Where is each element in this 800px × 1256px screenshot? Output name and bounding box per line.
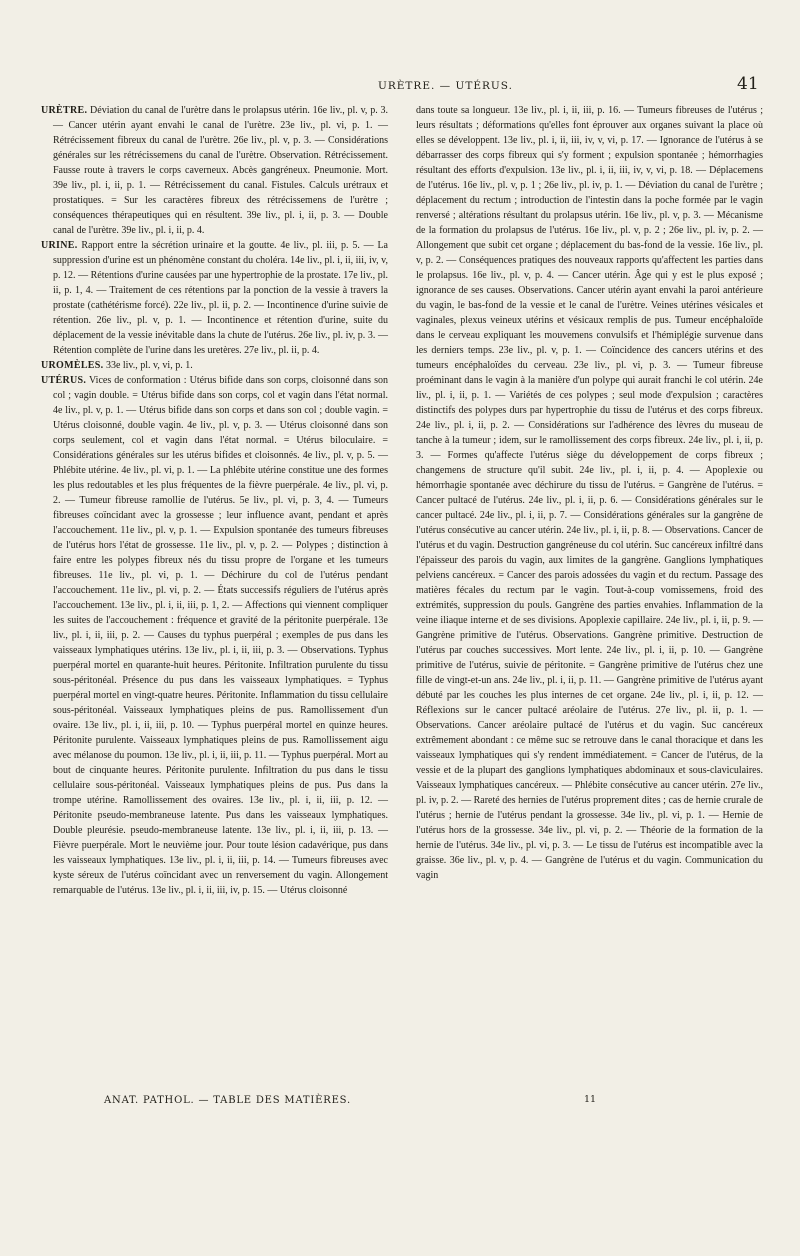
entry-text: Rapport entre la sécrétion urinaire et la goutte. 4e liv., pl. iii, p. 5. — La suppression d'urine est un phénomène constant du choléra. 14e liv., pl. i, ii, iii, iv, v, p. 12. — Rétentions d'urine causées par une hypertrophie de la prostate. 17e liv., pl. ii, p. 1, 4. — Traitement de ces rétentions par la ponction de la vessie à travers la prostate (cathétérisme forcé). 22e liv., pl. ii, p. 2. — Incontinence d'urine suivie de rétention. 26e liv., pl. v, p. 1. — Incontinence et rétention d'urine, suite du déplacement de la vessie inévitable dans la chute de l'utérus. 26e liv., pl. iv, p. 3. — Rétention complète de l'urine dans les uretères. 27e liv., pl. ii, p. 4. (53, 240, 388, 356)
entry-text: dans toute sa longueur. 13e liv., pl. i, ii, iii, p. 16. — Tumeurs fibreuses de l'utérus ; leurs résultats ; déformations qu'elles font éprouver aux organes suivant la place où elles se développent. 13e liv., pl. i, ii, iii, iv, v, vi, p. 17. — Ignorance de l'utérus à se débarrasser des corps fibreux qui s'y forment ; expulsion spontanée ; hémorrhagies résultant des efforts d'expulsion. 13e liv., pl. i, ii, iii, iv, v, vi, p. 18. — Déplacemens de l'utérus. 16e liv., pl. v, p. 1 ; 26e liv., pl. iv, p. 1. — Déviation du canal de l'urètre ; déplacement du rectum ; introduction de l'intestin dans la poche formée par le vagin renversé ; altérations résultant du prolapsus utérin. 16e liv., pl. v, p. 3. — Mécanisme de la formation du prolapsus de l'utérus. 16e liv., pl. v, p. 2 ; 26e liv., pl. iv, p. 2. — Allongement que subit cet organe ; déplacement du bas-fond de la vessie. 16e liv., pl. v, p. 2. — Conséquences pratiques des nouveaux rapports qu'affectent les parties dans le prolapsus. 16e liv., pl. v, p. 4. — Cancer utérin. Âge qui y est le plus exposé ; ignorance de ses causes. Observations. Cancer utérin ayant envahi la paroi antérieure du vagin, le bas-fond de la vessie et le canal de l'urètre. Veines utérines vésicales et vaginales, plexus veineux utérins et vésicaux remplis de pus. Tumeur encéphaloïde dans le cerveau expliquant les mouvemens convulsifs et l'hémiplégie survenue dans les derniers temps. 23e liv., pl. v, p. 1. — Coïncidence des cancers utérins et des tumeurs encéphaloïdes du cerveau. 23e liv., pl. vi, p. 3. — Tumeur fibreuse proéminant dans le vagin à la manière d'un polype qui aurait franchi le col utérin. 24e liv., pl. i, ii, p. 1. — Variétés de ces polypes ; seul mode d'expulsion ; caractères distinctifs des polypes durs par hypertrophie du tissu de l'utérus et des corps fibreux. 24e liv., pl. i, ii, p. 2. — Considérations sur l'adhérence des lèvres du museau de tanche à la tumeur ; idem, sur le ramollissement des corps fibreux. 24e liv., pl. i, ii, p. 3. — Formes qu'affecte l'utérus siège du développement de corps fibreux ; changemens de structure qu'il subit. 24e liv., pl. i, ii, p. 4. — Apoplexie ou hémorrhagie spontanée avec déchirure du tissu de l'utérus. = Gangrène de l'utérus. = Cancer pultacé de l'utérus. 24e liv., pl. i, ii, p. 6. — Considérations générales sur le cancer pultacé. 24e liv., pl. i, ii, p. 7. — Considérations générales sur la gangrène de l'utérus consécutive au cancer utérin. 24e liv., pl. i, ii, p. 8. — Observations. Cancer de l'utérus et du vagin. Destruction gangréneuse du col utérin. Suc cancéreux infiltré dans l'épaisseur des parois du vagin, aux limites de la gangrène. Ganglions lymphatiques pelviens cancéreux. = Cancer des parois adossées du vagin et du rectum. Passage des matières fécales du rectum par le vagin. Tout-à-coup vomissemens, froid des extrémités, suppression du pouls. Gangrène des parties envahies. Inflammation de la veine iliaque interne et de ses divisions. Apoplexie capillaire. 24e liv., pl. i, ii, p. 9. — Gangrène primitive de l'utérus. Observations. Gangrène primitive. Destruction de l'utérus par couches successives. Mort lente. 24e liv., pl. i, ii, p. 10. — Gangrène primitive de l'utérus, suivie de péritonite. = Gangrène primitive de l'utérus chez une fille de vingt-et-un ans. 24e liv., pl. i, ii, p. 11. — Gangrène primitive de l'utérus ayant débuté par les couches les plus internes de cet organe. 24e liv., pl. i, ii, p. 12. — Réflexions sur le cancer pultacé aréolaire de l'utérus. 27e liv., pl. ii, p. 1. — Observations. Cancer aréolaire pultacé de l'utérus et du vagin. Suc cancéreux extrêmement abondant : ce même suc se retrouve dans le canal thoracique et dans les vaisseaux lymphatiques qui s'y rendent immédiatement. = Cancer de l'utérus, de la vessie et de la plupart des ganglions lymphatiques abdominaux et sous-claviculaires. Vaisseaux lymphatiques cancéreux. — Phlébite consécutive au cancer utérin. 27e liv., pl. iv, p. 2. — Rareté des hernies de l'utérus proprement dites ; cas de hernie crurale de l'utérus ; hernie de l'utérus pendant la grossesse. 34e liv., pl. vi, p. 1. — Hernie de l'utérus hors de la grossesse. 34e liv., pl. vi, p. 2. — Théorie de la formation de la hernie de l'utérus. 34e liv., pl. vi, p. 3. — Le tissu de l'utérus est incompatible avec la graisse. 36e liv., pl. v, p. 4. — Gangrène de l'utérus et du vagin. Communication du vagin (416, 105, 763, 881)
entry-paragraph (41, 358, 388, 373)
right-column (416, 103, 763, 883)
entry-paragraph (41, 103, 388, 238)
running-head (0, 74, 800, 98)
entry-heading: UTÉRUS. (41, 375, 87, 386)
entry-text: Déviation du canal de l'urètre dans le prolapsus utérin. 16e liv., pl. v, p. 3. — Cancer utérin ayant envahi le canal de l'urètre. 23e liv., pl. vi, p. 1. — Rétrécissement fibreux du canal de l'urètre. 26e liv., pl. v, p. 3. — Considérations générales sur les rétrécissemens du canal de l'urètre. Observation. Rétrécissement. Fausse route à travers le corps caverneux. Abcès gangréneux. Pneumonie. Mort. 39e liv., pl. i, ii, p. 1. — Rétrécissement du canal. Fistules. Calculs urétraux et prostatiques. = Sur les caractères fibreux des rétrécissemens de l'urètre ; conséquences thérapeutiques qui en résultent. 39e liv., pl. i, ii, p. 3. — Double canal de l'urètre. 39e liv., pl. i, ii, p. 4. (53, 105, 388, 236)
page-number: 41 (737, 74, 759, 94)
entry-text: Vices de conformation : Utérus bifide dans son corps, cloisonné dans son col ; vagin double. = Utérus bifide dans son corps, col et vagin dans l'état normal. 4e liv., pl. v, p. 1. — Utérus bifide dans son corps et dans son col ; double vagin. = Utérus cloisonné, double vagin. 4e liv., pl. v, p. 3. — Utérus cloisonné dans son corps seulement, col et vagin dans l'état normal. = Utérus biloculaire. = Considérations générales sur les utérus bifides et cloisonnés. 4e liv., pl. v, p. 5. — Phlébite utérine. 4e liv., pl. vi, p. 1. — La phlébite utérine constitue une des formes les plus redoutables et les plus fréquentes de la fièvre puerpérale. 4e liv., pl. vi, p. 2. — Tumeur fibreuse ramollie de l'utérus. 5e liv., pl. vi, p. 3, 4. — Tumeurs fibreuses coïncidant avec la grossesse ; leur influence avant, pendant et après l'accouchement. 11e liv., pl. v, p. 1. — Expulsion spontanée des tumeurs fibreuses de l'utérus hors l'état de grossesse. 11e liv., pl. v, p. 2. — Polypes ; distinction à faire entre les polypes fibreux nés du tissu propre de l'organe et les tumeurs fibreuses. 11e liv., pl. vi, p. 1. — Déchirure du col de l'utérus pendant l'accouchement. 11e liv., pl. vi, p. 2. — États successifs réguliers de l'utérus après l'accouchement. 13e liv., pl. i, ii, iii, p. 1, 2. — Affections qui viennent compliquer les suites de l'accouchement : fréquence et gravité de la péritonite puerpérale. 13e liv., pl. i, ii, iii, p. 2. — Causes du typhus puerpéral ; exemples de pus dans les vaisseaux lymphatiques utérins. 13e liv., pl. i, ii, iii, p. 3. — Observations. Typhus puerpéral mortel en quarante-huit heures. Péritonite. Infiltration purulente du tissu sous-péritonéal. Présence du pus dans les vaisseaux lymphatiques. = Typhus puerpéral mortel en vingt-quatre heures. Péritonite. Inflammation du tissu cellulaire sous-péritonéal. Vaisseaux lymphatiques pleins de pus. Ramollissement d'un ovaire. 13e liv., pl. i, ii, iii, p. 10. — Typhus puerpéral mortel en quinze heures. Péritonite purulente. Vaisseaux lymphatiques pleins de pus. Ramollissement aigu avec mélanose du poumon. 13e liv., pl. i, ii, iii, p. 11. — Typhus puerpéral. Mort au bout de cinquante heures. Péritonite purulente. Infiltration du pus dans le tissu cellulaire sous-péritonéal. Vaisseaux lymphatiques pleins de pus. Pus dans la trompe utérine. Ramollissement des ovaires. 13e liv., pl. i, ii, iii, p. 12. — Péritonite pseudo-membraneuse latente. Pus dans les vaisseaux lymphatiques. Double pleurésie. pseudo-membraneuse latente. 13e liv., pl. i, ii, iii, p. 13. — Fièvre puerpérale. Mort le neuvième jour. Pour toute lésion cadavérique, pus dans les vaisseaux lymphatiques. 13e liv., pl. i, ii, iii, p. 14. — Tumeurs fibreuses avec kyste séreux de l'utérus coïncidant avec un renversement du vagin. Allongement remarquable de l'utérus. 13e liv., pl. i, ii, iii, iv, p. 15. — Utérus cloisonné (53, 375, 388, 896)
entry-paragraph (41, 373, 388, 898)
footer-title: ANAT. PATHOL. — TABLE DES MATIÈRES. (104, 1095, 351, 1106)
running-head-title: URÈTRE. — UTÉRUS. (378, 80, 513, 92)
entry-heading: UROMÈLES. (41, 360, 104, 371)
entry-paragraph (41, 238, 388, 358)
entry-heading: URINE. (41, 240, 78, 251)
entry-text: 33e liv., pl. v, vi, p. 1. (103, 360, 193, 371)
left-column (41, 103, 388, 898)
signature-mark: 11 (584, 1094, 597, 1105)
entry-heading: URÈTRE. (41, 105, 88, 116)
entry-paragraph (416, 103, 763, 883)
